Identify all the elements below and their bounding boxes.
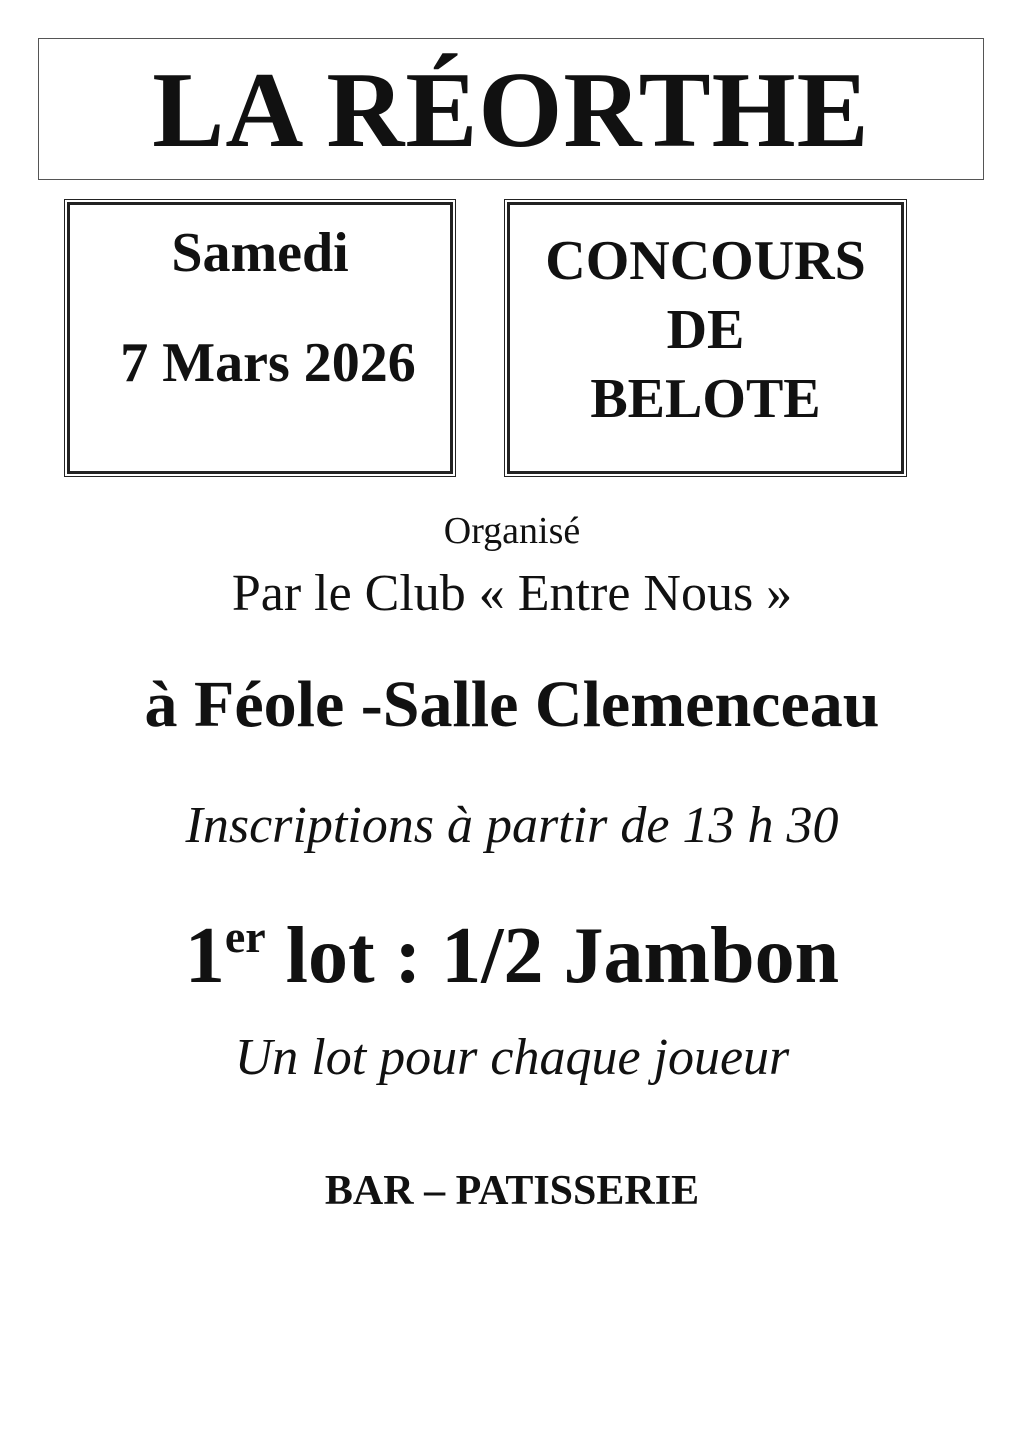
venue-text: à Féole -Salle Clemenceau [144, 668, 880, 741]
prize-description: lot : 1/2 Jambon [265, 912, 840, 1000]
event-day: Samedi [171, 222, 349, 284]
event-type [510, 227, 901, 434]
event-type-line-2: DE [666, 299, 745, 361]
bar-pastry-note: BAR – PATISSERIE [324, 1168, 700, 1214]
registration-time: Inscriptions à partir de 13 h 30 [185, 797, 839, 854]
prize-rank-suffix: er [224, 911, 266, 962]
event-type-line-3: BELOTE [590, 368, 821, 430]
event-date: 7 Mars 2026 [120, 332, 416, 394]
organised-label: Organisé [443, 510, 581, 552]
prize-rank-number: 1 [184, 912, 225, 1000]
title-box [38, 38, 984, 180]
poster-title: LA RÉORTHE [152, 51, 870, 170]
first-prize [0, 911, 1024, 1000]
date-box [67, 202, 453, 474]
event-type-line-1: CONCOURS [545, 230, 866, 292]
prize-for-every-player: Un lot pour chaque joueur [234, 1029, 790, 1086]
organiser-text: Par le Club « Entre Nous » [231, 565, 793, 622]
event-type-box [507, 202, 904, 474]
